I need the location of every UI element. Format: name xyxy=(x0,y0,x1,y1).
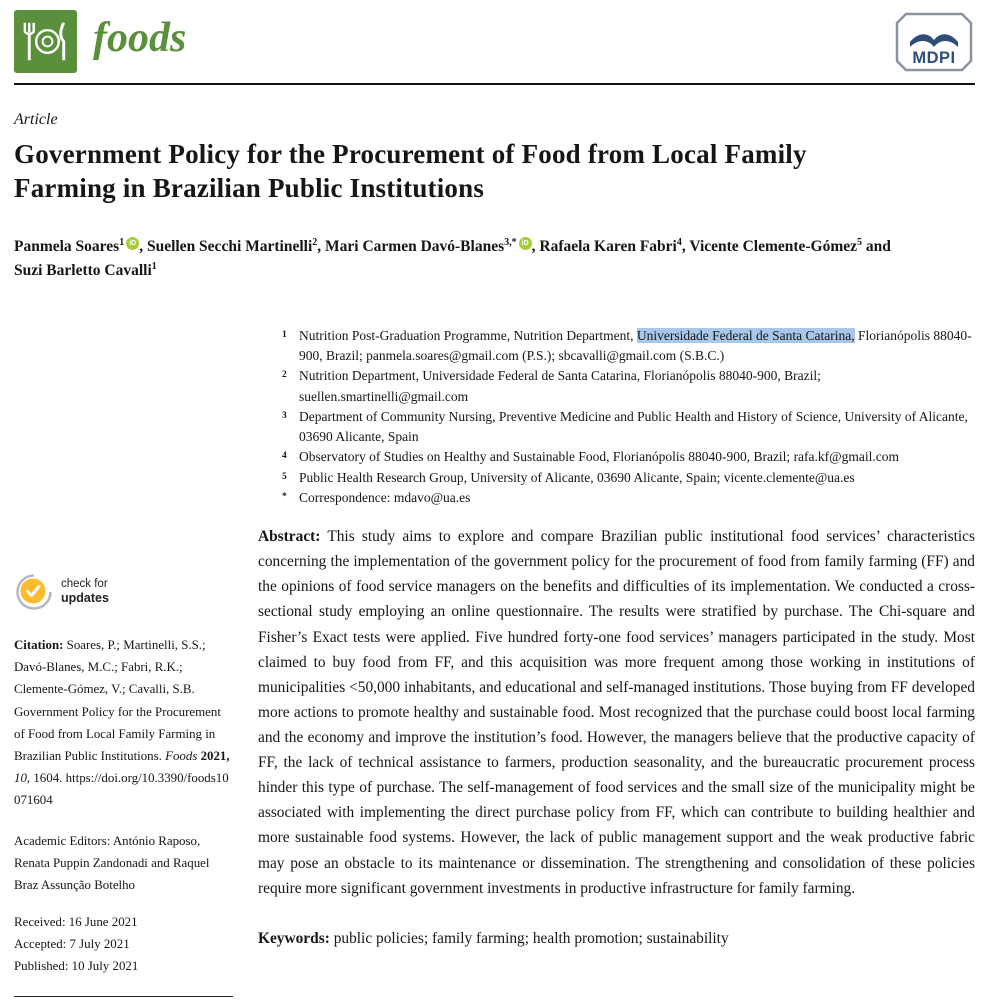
author: Panmela Soares$^1$ iD , xyxy=(14,237,147,256)
header-divider xyxy=(14,83,975,85)
editors-text: António Raposo, Renata Puppin Zandonadi and Raquel Braz Assunção Botelho xyxy=(14,833,210,892)
affiliation-text: Nutrition Post-Graduation Programme, Nutrition Department, Universidade Federal de Santa Catarina, Florianópolis 88040-900, Brazil; panmela.soares@gmail.com (P.S.); sbcavalli@gmail.com (S.B.C.) xyxy=(299,327,972,364)
article-title: Government Policy for the Procurement of Food from Local Family Farming in Brazilian Public Institutions xyxy=(14,139,807,204)
keywords-text: public policies; family farming; health promotion; sustainability xyxy=(333,929,729,947)
affiliation-item xyxy=(282,488,975,508)
check-for-updates-badge[interactable] xyxy=(14,572,233,612)
received-date: Received: 16 June 2021 xyxy=(14,915,138,930)
author: Vicente Clemente-Gómez$^5$ and xyxy=(689,237,891,256)
check-updates-label: check for updates xyxy=(61,577,109,606)
affiliation-item xyxy=(282,447,975,467)
affiliation-marker: 3 xyxy=(282,410,287,421)
foods-journal-icon xyxy=(14,10,77,73)
citation-year: 2021, xyxy=(200,749,230,764)
abstract-label: Abstract: xyxy=(258,528,321,546)
author-affil-sup: 1 xyxy=(119,237,125,249)
author-separator: , xyxy=(531,238,540,256)
author: Suellen Secchi Martinelli$^2$, xyxy=(146,237,326,256)
abstract-text: This study aims to explore and compare Brazilian public institutional food services’ characteristics concerning the implementation of the government policy for the procurement of food from family farming (FF) and the opinions of food service managers on the benefits and difficulties of its implementation. We conducted a cross-sectional study employing an online questionnaire. The results were stratified by purchase. The Chi-square and Fisher’s Exact tests were applied. Five hundred forty-one food services’ managers participated in the study. Most claimed to buy food from FF, and this acquisition was more frequent among those working in institutions of municipalities <50,000 inhabitants, and educational and self-managed institutions. Those buying from FF developed more actions to promote healthy and sustainable food. Most recognized that the purchase could boost local farming and the economy and improve the institution’s food. However, the managers believe that the productive capacity of FF, the lack of technical assistance to farmers, production seasonality, and the bureaucratic procurement process hinder this type of purchase. The self-management of food services and the small size of the municipality might be associated with implementing the direct purchase policy from FF, which can contribute to building healthier and more sustainable food systems. However, the lack of public management support and the weak productive fabric may pose an obstacle to its maintenance or dissemination. The strengthening and consolidation of these policies require more significant government investments in productive infrastructure for family farming. xyxy=(258,528,975,897)
affiliation-text: Nutrition Department, Universidade Federal de Santa Catarina, Florianópolis 88040-900, Brazil; suellen.smartinelli@gmail.com xyxy=(299,368,821,404)
affiliation-list xyxy=(282,326,975,508)
check-updates-icon xyxy=(14,572,54,612)
author-affil-sup: 1 xyxy=(151,260,157,272)
orcid-icon[interactable]: iD xyxy=(126,237,139,250)
author-affil-sup: 5 xyxy=(857,237,863,249)
journal-name: foods xyxy=(93,14,187,61)
citation-block xyxy=(14,634,233,812)
author-affil-sup: 2 xyxy=(312,237,318,249)
author: Mari Carmen Davó-Blanes$^{3,*}$ iD , xyxy=(325,237,540,256)
citation-volume: 10, xyxy=(14,771,31,786)
author: Suzi Barletto Cavalli$^1$ xyxy=(14,260,157,279)
affiliation-marker: 2 xyxy=(282,370,287,381)
affiliation-item xyxy=(282,326,975,367)
author-separator: , xyxy=(681,238,690,256)
author: Rafaela Karen Fabri$^4$, xyxy=(539,237,690,256)
orcid-icon[interactable]: iD xyxy=(519,237,532,250)
author-line xyxy=(14,235,914,282)
editors-label: Academic Editors: xyxy=(14,833,111,848)
author-affil-sup: 3,* xyxy=(504,237,517,249)
affiliation-marker: 4 xyxy=(282,451,287,462)
journal-brand xyxy=(14,10,186,73)
author-separator: , xyxy=(139,238,147,256)
affiliation-marker: * xyxy=(282,491,287,502)
affiliation-item xyxy=(282,366,975,407)
citation-text: Soares, P.; Martinelli, S.S.; Davó-Blanes, M.C.; Fabri, R.K.; Clemente-Gómez, V.; Cavalli, S.B. Government Policy for the Procurement of Food from Local Family Farming in Brazilian Public Institutions. xyxy=(14,638,221,764)
citation-journal: Foods xyxy=(165,749,198,764)
academic-editors-block xyxy=(14,830,233,897)
main-columns xyxy=(14,524,975,978)
mdpi-logo xyxy=(895,12,973,72)
author-affil-sup: 4 xyxy=(676,237,682,249)
keywords-label: Keywords: xyxy=(258,929,330,947)
author-separator: , xyxy=(317,238,326,256)
affiliation-text: Department of Community Nursing, Preventive Medicine and Public Health and History of Science, University of Alicante, 03690 Alicante, Spain xyxy=(299,408,968,445)
published-date: Published: 10 July 2021 xyxy=(14,959,139,974)
keywords-paragraph xyxy=(258,926,975,951)
accepted-date: Accepted: 7 July 2021 xyxy=(14,937,130,952)
author-separator: and xyxy=(862,238,891,256)
abstract-paragraph xyxy=(258,524,975,901)
abstract-column xyxy=(258,524,975,978)
selected-text-highlight: Universidade Federal de Santa Catarina, xyxy=(636,327,855,343)
correspondence-text: Correspondence: mdavo@ua.es xyxy=(299,489,471,505)
affiliation-text: Public Health Research Group, University of Alicante, 03690 Alicante, Spain; vicente.clemente@ua.es xyxy=(299,469,855,485)
affiliation-item xyxy=(282,407,975,448)
affiliation-marker: 5 xyxy=(282,471,287,482)
page-header xyxy=(14,10,975,73)
doi-link[interactable]: https://doi.org/10.3390/foods10071604 xyxy=(14,771,229,808)
affiliation-item xyxy=(282,468,975,488)
citation-label: Citation: xyxy=(14,638,64,653)
citation-page: 1604. xyxy=(33,771,63,786)
affiliation-marker: 1 xyxy=(282,329,287,340)
footer-divider xyxy=(14,996,233,997)
article-type-label: Article xyxy=(14,111,58,128)
sidebar xyxy=(14,524,233,978)
history-dates xyxy=(14,912,233,978)
mdpi-wordmark: MDPI xyxy=(912,49,956,67)
affiliation-text: Observatory of Studies on Healthy and Sustainable Food, Florianópolis 88040-900, Brazil; rafa.kf@gmail.com xyxy=(299,449,899,465)
